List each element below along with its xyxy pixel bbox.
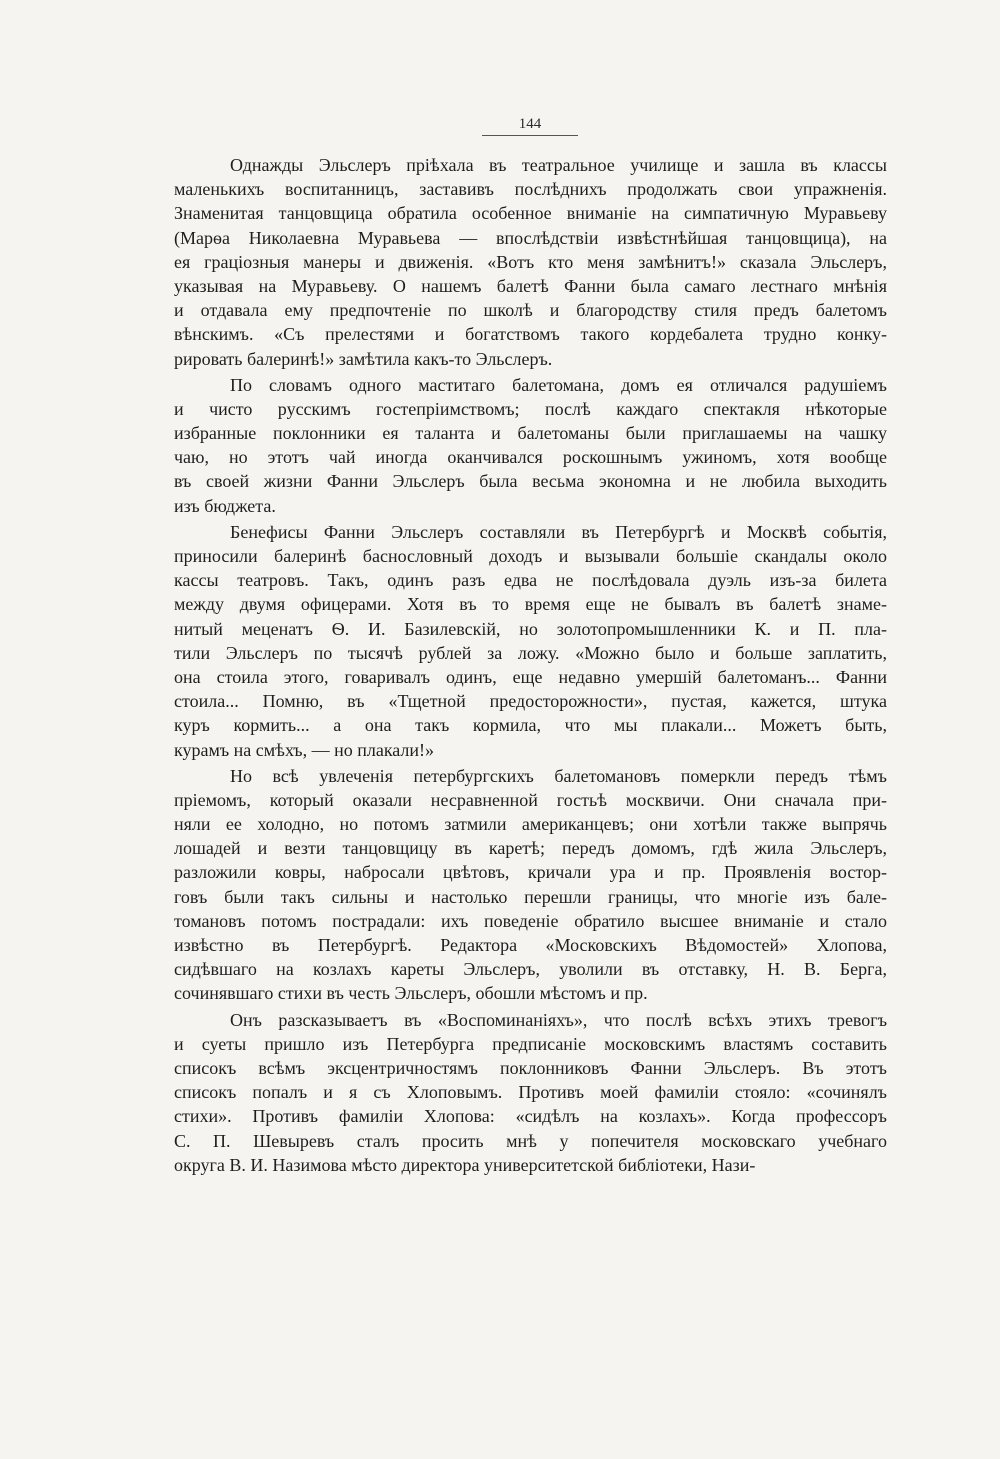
text-line: сидѣвшаго на козлахъ кареты Эльслеръ, уволили въ отставку, Н. В. Берга, bbox=[174, 959, 887, 980]
text-line: между двумя офицерами. Хотя въ то время еще не бывалъ въ балетѣ знаме- bbox=[174, 594, 887, 615]
text-line: томановъ потомъ пострадали: ихъ поведеніе обратило высшее вниманіе и стало bbox=[174, 910, 887, 931]
text-line: Но всѣ увлеченія петербургскихъ балетомановъ померкли передъ тѣмъ bbox=[230, 765, 887, 786]
text-line: лошадей и везти танцовщицу въ каретѣ; передъ домомъ, гдѣ жила Эльслеръ, bbox=[174, 838, 887, 859]
paragraph bbox=[174, 373, 887, 518]
text-line: няли ее холодно, но потомъ затмили американцевъ; они хотѣли также выпрячь bbox=[174, 814, 887, 835]
text-line: стоила... Помню, въ «Тщетной предосторожности», пустая, кажется, штука bbox=[174, 691, 887, 712]
text-line: ея граціозныя манеры и движенія. «Вотъ кто меня замѣнитъ!» сказала Эльслеръ, bbox=[174, 251, 887, 272]
text-line: нитый меценатъ Ѳ. И. Базилевскій, но золотопромышленники К. и П. пла- bbox=[174, 618, 887, 639]
text-line: стихи». Противъ фамиліи Хлопова: «сидѣлъ на козлахъ». Когда профессоръ bbox=[174, 1106, 887, 1127]
paragraph bbox=[174, 1008, 887, 1177]
text-line: Бенефисы Фанни Эльслеръ составляли въ Петербургѣ и Москвѣ событія, bbox=[230, 521, 887, 542]
text-line: чаю, но этотъ чай иногда оканчивался роскошнымъ ужиномъ, хотя вообще bbox=[174, 447, 887, 468]
text-line: изъ бюджета. bbox=[174, 495, 276, 516]
text-line: кассы театровъ. Такъ, одинъ разъ едва не послѣдовала дуэль изъ-за билета bbox=[174, 570, 887, 591]
body-text bbox=[174, 153, 887, 1177]
text-line: она стоила этого, говаривалъ одинъ, еще недавно умершій балетоманъ... Фанни bbox=[174, 666, 887, 687]
header-rule bbox=[482, 135, 578, 136]
text-line: въ своей жизни Фанни Эльслеръ была весьма экономна и не любила выходить bbox=[174, 471, 887, 492]
text-line: Однажды Эльслеръ пріѣхала въ театральное училище и зашла въ классы bbox=[230, 155, 887, 175]
text-line: Знаменитая танцовщица обратила особенное вниманіе на симпатичную Муравьеву bbox=[174, 203, 887, 224]
text-line: сочинявшаго стихи въ честь Эльслеръ, обошли мѣстомъ и пр. bbox=[174, 983, 648, 1004]
text-line: куръ кормить... а она такъ кормила, что мы плакали... Можетъ быть, bbox=[174, 715, 887, 736]
paragraph bbox=[174, 520, 887, 762]
text-line: курамъ на смѣхъ, — но плакали!» bbox=[174, 739, 435, 760]
text-line: и чисто русскимъ гостепріимствомъ; послѣ каждаго спектакля нѣкоторые bbox=[174, 398, 887, 419]
text-line: пріемомъ, который оказали несравненной гостьѣ москвичи. Они сначала при- bbox=[174, 789, 887, 810]
text-line: С. П. Шевыревъ сталъ просить мнѣ у попечителя московскаго учебнаго bbox=[174, 1130, 887, 1151]
text-line: и суеты пришло изъ Петербурга предписаніе московскимъ властямъ составить bbox=[174, 1033, 887, 1054]
text-line: и отдавала ему предпочтеніе по школѣ и благородству стиля предъ балетомъ bbox=[174, 300, 887, 321]
text-line: избранные поклонники ея таланта и балетоманы были приглашаемы на чашку bbox=[174, 423, 887, 444]
text-line: рировать балеринѣ!» замѣтила какъ-то Эльслеръ. bbox=[174, 348, 553, 369]
text-line: По словамъ одного маститаго балетомана, домъ ея отличался радушіемъ bbox=[230, 374, 887, 395]
text-line: Онъ разсказываетъ въ «Воспоминаніяхъ», что послѣ всѣхъ этихъ тревогъ bbox=[230, 1009, 887, 1030]
text-line: маленькихъ воспитанницъ, заставивъ послѣднихъ продолжать свои упражненія. bbox=[174, 179, 887, 200]
text-line: списокъ попалъ и я съ Хлоповымъ. Противъ моей фамиліи стояло: «сочинялъ bbox=[174, 1082, 887, 1103]
text-line: тили Эльслеръ по тысячѣ рублей за ложу. «Можно было и больше заплатить, bbox=[174, 642, 887, 663]
text-line: говъ были такъ сильны и настолько перешли границы, что многіе изъ бале- bbox=[174, 886, 887, 907]
text-line: разложили ковры, набросали цвѣтовъ, кричали ура и пр. Проявленія востор- bbox=[174, 862, 887, 883]
text-line: указывая на Муравьеву. О нашемъ балетѣ Фанни была самаго лестнаго мнѣнія bbox=[174, 275, 887, 296]
text-line: вѣнскимъ. «Съ прелестями и богатствомъ такого кордебалета трудно конку- bbox=[174, 324, 887, 345]
page-number: 144 bbox=[518, 116, 542, 132]
text-line: приносили балеринѣ баснословный доходъ и вызывали большіе скандалы около bbox=[174, 546, 887, 566]
text-line: списокъ всѣмъ эксцентричностямъ поклонниковъ Фанни Эльслеръ. Въ этотъ bbox=[174, 1057, 887, 1078]
paragraph bbox=[174, 764, 887, 1006]
text-line: (Марѳа Николаевна Муравьева — впослѣдствіи извѣстнѣйшая танцовщица), на bbox=[174, 227, 887, 248]
paragraph bbox=[174, 153, 887, 371]
text-line: округа В. И. Назимова мѣсто директора университетской библіотеки, Нази- bbox=[174, 1154, 756, 1175]
page-header bbox=[482, 114, 578, 136]
text-line: извѣстно въ Петербургѣ. Редактора «Московскихъ Вѣдомостей» Хлопова, bbox=[174, 935, 887, 955]
